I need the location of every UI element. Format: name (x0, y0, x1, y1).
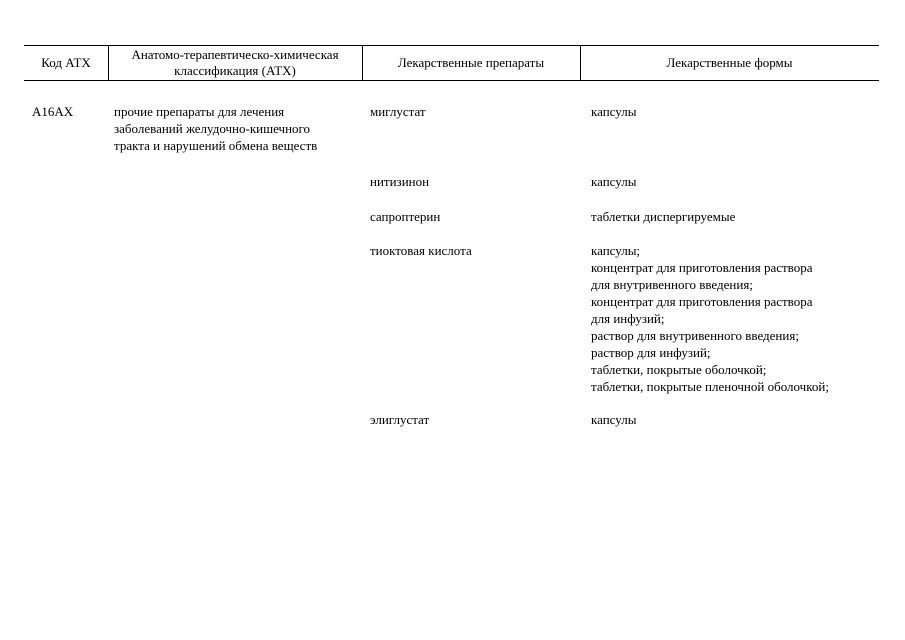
form-line: таблетки, покрытые пленочной оболочкой; (591, 379, 829, 394)
form-line: концентрат для приготовления раствора (591, 260, 813, 275)
drug-name: тиоктовая кислота (370, 243, 472, 258)
form-line: для внутривенного введения; (591, 277, 753, 292)
drug-forms (591, 103, 636, 120)
drug-forms (591, 411, 636, 428)
table-header-rule (24, 80, 879, 81)
form-line: раствор для инфузий; (591, 345, 711, 360)
atx-code: A16AX (32, 104, 74, 119)
form-line: раствор для внутривенного введения; (591, 328, 799, 343)
drug-forms (591, 208, 735, 225)
classification-line: прочие препараты для лечения (114, 104, 285, 119)
drug-name: миглустат (370, 104, 426, 119)
drug-name: нитизинон (370, 174, 430, 189)
header-code: Код АТХ (24, 46, 109, 80)
form-line: капсулы; (591, 243, 641, 258)
header-forms: Лекарственные формы (666, 55, 793, 70)
form-line: таблетки диспергируемые (591, 209, 736, 224)
header-classification-line1: Анатомо-терапевтическо-химическая (131, 47, 339, 62)
drug-forms (591, 242, 829, 395)
drug-forms (591, 173, 636, 190)
form-line: капсулы (591, 412, 637, 427)
form-line: таблетки, покрытые оболочкой; (591, 362, 767, 377)
form-line: капсулы (591, 174, 637, 189)
classification-line: заболеваний желудочно-кишечного (114, 121, 311, 136)
drug-name: сапроптерин (370, 209, 441, 224)
form-line: капсулы (591, 104, 637, 119)
header-classification-line2: классификация (АТХ) (174, 63, 296, 78)
classification-line: тракта и нарушений обмена веществ (114, 138, 318, 153)
form-line: для инфузий; (591, 311, 665, 326)
drug-name: элиглустат (370, 412, 430, 427)
form-line: концентрат для приготовления раствора (591, 294, 813, 309)
header-drugs: Лекарственные препараты (362, 46, 581, 80)
header-classification (108, 46, 363, 80)
classification-text (114, 103, 317, 154)
